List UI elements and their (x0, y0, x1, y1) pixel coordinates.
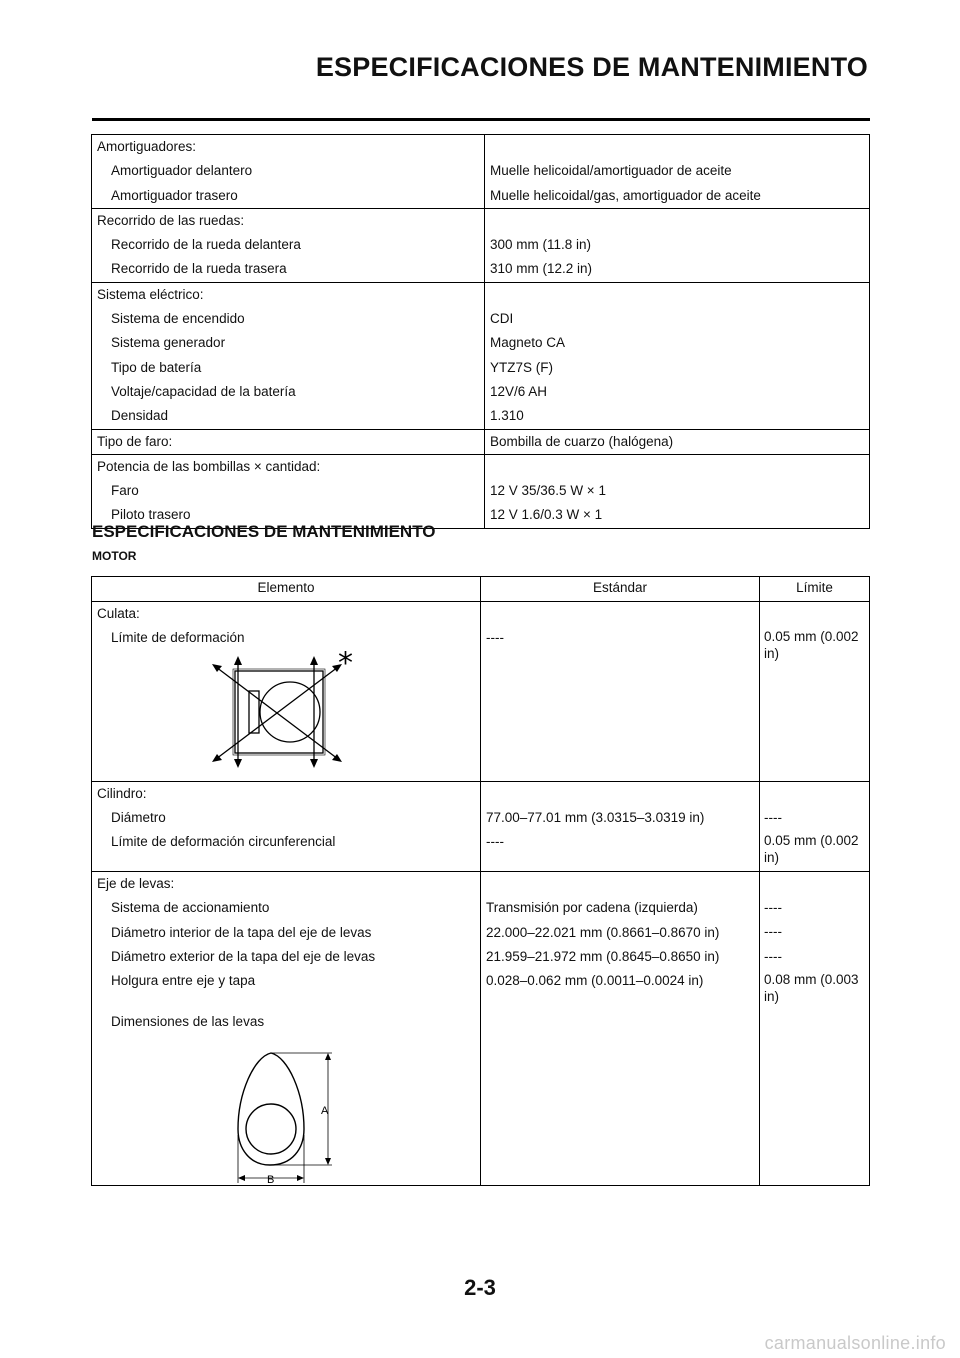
group-heading-value (481, 782, 759, 806)
spec-value: CDI (490, 311, 514, 327)
spec-limit: 0.08 mm (0.003 in) (764, 972, 859, 1005)
spec-value: 12 V 1.6/0.3 W × 1 (490, 507, 603, 523)
spec-standard: 22.000–22.021 mm (0.8661–0.8670 in) (486, 924, 720, 940)
spec-value: Magneto CA (490, 335, 566, 351)
spec-value: 1.310 (490, 408, 524, 424)
column-header-element: Elemento (92, 577, 481, 602)
page-title: ESPECIFICACIONES DE MANTENIMIENTO (315, 52, 868, 82)
figure-asterisk: * (338, 650, 353, 681)
column-header-limit: Límite (760, 577, 870, 602)
cam-dimensions-diagram (92, 1035, 480, 1185)
column-header-standard: Estándar (481, 577, 760, 602)
group-heading: Culata: (97, 606, 140, 621)
spec-label: Tipo de batería (111, 359, 202, 375)
group-heading-value (481, 872, 759, 896)
table-row (92, 602, 870, 782)
table-header-row (92, 577, 870, 602)
group-heading: Amortiguadores: (97, 139, 197, 154)
spec-value: YTZ7S (F) (490, 359, 553, 375)
spec-value: Muelle helicoidal/amortiguador de aceite (490, 163, 732, 179)
spec-label: Recorrido de la rueda delantera (111, 237, 301, 253)
section-title: ESPECIFICACIONES DE MANTENIMIENTO (92, 522, 436, 541)
spec-label: Diámetro (111, 809, 166, 825)
group-heading: Cilindro: (97, 785, 147, 801)
group-heading: Sistema eléctrico: (97, 286, 204, 302)
spec-value: 310 mm (12.2 in) (490, 261, 593, 277)
figure-label-a: A (321, 1104, 329, 1117)
spec-label: Amortiguador delantero (111, 163, 253, 179)
spec-standard: ---- (486, 630, 504, 646)
group-heading: Tipo de faro: (97, 433, 173, 449)
table-row (92, 208, 870, 282)
group-heading: Eje de levas: (97, 876, 175, 892)
spec-standard: 77.00–77.01 mm (3.0315–3.0319 in) (486, 809, 705, 825)
group-heading-value (485, 455, 869, 479)
chassis-spec-table (91, 134, 870, 529)
table-row (92, 135, 870, 209)
spec-label: Voltaje/capacidad de la batería (111, 383, 296, 399)
spec-label: Diámetro interior de la tapa del eje de levas (111, 924, 372, 940)
section-subtitle: MOTOR (92, 549, 137, 563)
spec-label: Holgura entre eje y tapa (111, 973, 256, 989)
spec-label: Límite de deformación circunferencial (111, 834, 336, 850)
table-row (92, 781, 870, 872)
group-heading-value (485, 283, 869, 307)
spec-label: Faro (111, 483, 139, 499)
spec-standard: ---- (486, 834, 504, 850)
header-rule (92, 118, 870, 121)
group-heading-value: Bombilla de cuarzo (halógena) (490, 433, 674, 449)
spec-limit: ---- (764, 900, 782, 916)
spec-label: Diámetro exterior de la tapa del eje de levas (111, 949, 376, 965)
table-row (92, 454, 870, 528)
spec-label: Sistema generador (111, 335, 226, 351)
spec-limit: ---- (764, 924, 782, 940)
spec-label: Piloto trasero (111, 507, 191, 523)
spec-label: Amortiguador trasero (111, 187, 238, 203)
page-number: 2-3 (464, 1275, 496, 1300)
spec-value: 300 mm (11.8 in) (490, 237, 592, 253)
spec-limit: 0.05 mm (0.002 in) (764, 629, 859, 661)
spec-value: 12V/6 AH (490, 383, 548, 399)
spec-standard: 0.028–0.062 mm (0.0011–0.0024 in) (486, 973, 704, 989)
motor-spec-table (91, 576, 870, 1186)
spec-label: Densidad (111, 408, 169, 424)
spec-value: Muelle helicoidal/gas, amortiguador de aceite (490, 187, 761, 203)
group-heading: Recorrido de las ruedas: (97, 212, 245, 228)
spec-label: Sistema de accionamiento (111, 900, 270, 916)
warpage-measurement-diagram (92, 651, 480, 781)
table-row (92, 429, 870, 454)
table-row (92, 282, 870, 429)
spec-label: Límite de deformación (111, 630, 245, 646)
spec-limit: 0.05 mm (0.002 in) (764, 832, 859, 865)
group-heading-value (485, 209, 869, 233)
spec-standard: Transmisión por cadena (izquierda) (486, 900, 698, 916)
spec-label: Sistema de encendido (111, 311, 245, 327)
figure-label-b: B (267, 1173, 275, 1185)
spec-limit: ---- (764, 809, 782, 825)
spec-standard: 21.959–21.972 mm (0.8645–0.8650 in) (486, 949, 720, 965)
group-heading: Potencia de las bombillas × cantidad: (97, 458, 321, 474)
table-row (92, 872, 870, 1185)
spec-value: 12 V 35/36.5 W × 1 (490, 483, 606, 499)
spec-limit: ---- (764, 948, 782, 964)
group-heading-value (481, 602, 759, 626)
spec-label: Dimensiones de las levas (111, 1014, 265, 1030)
group-heading-value (485, 135, 869, 159)
spec-label: Recorrido de la rueda trasera (111, 261, 287, 277)
watermark: carmanualsonline.info (764, 1333, 946, 1353)
